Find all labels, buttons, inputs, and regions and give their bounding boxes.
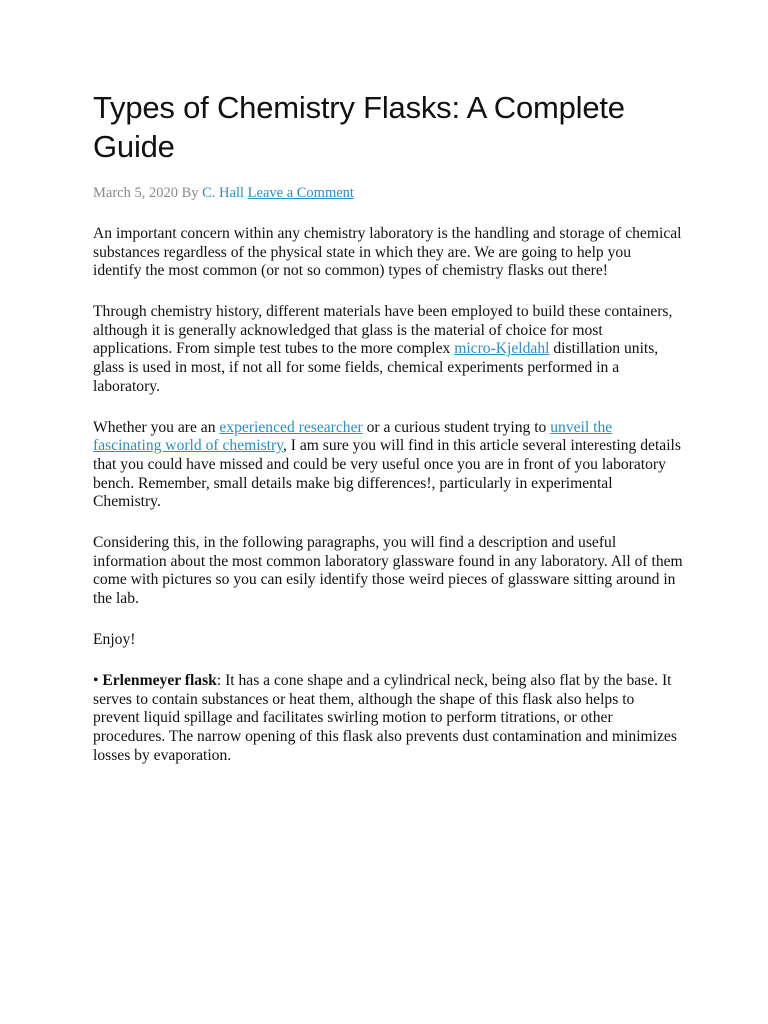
- article-body: [93, 225, 683, 765]
- unveil-chemistry-link[interactable]: unveil the fascinating world of chemistry: [93, 418, 613, 455]
- list-item-erlenmeyer: [93, 672, 683, 765]
- bullet: •: [93, 672, 103, 690]
- article-title: Types of Chemistry Flasks: A Complete Guide: [93, 90, 625, 164]
- paragraph-history: [93, 303, 683, 396]
- paragraph-intro: An important concern within any chemistry laboratory is the handling and storage of chemical substances regardless of the physical state in which they are. We are going to help you identify the most common (or not so common) types of chemistry flasks out there!: [93, 225, 682, 280]
- paragraph-history-text-1: Through chemistry history, different materials have been employed to build these containers, although it is generally acknowledged that glass is the material of choice for most applications. From simple test tubes to the more complex: [93, 303, 673, 358]
- paragraph-audience-text-1: Whether you are an: [93, 418, 220, 436]
- author-link[interactable]: C. Hall: [202, 185, 245, 201]
- post-date: March 5, 2020: [93, 185, 178, 201]
- paragraph-audience-text-2: or a curious student trying to: [362, 418, 551, 436]
- article-meta: [93, 184, 683, 202]
- experienced-researcher-link[interactable]: experienced researcher: [219, 418, 363, 436]
- micro-kjeldahl-link[interactable]: micro-Kjeldahl: [454, 340, 550, 358]
- paragraph-overview: Considering this, in the following paragraphs, you will find a description and useful information about the most common laboratory glassware found in any laboratory. All of them come with pictures so you can esily identify those weird pieces of glassware sitting around in the lab.: [93, 534, 683, 607]
- paragraph-audience: [93, 419, 683, 512]
- erlenmeyer-term: Erlenmeyer flask: [102, 672, 217, 690]
- leave-comment-link[interactable]: Leave a Comment: [247, 185, 354, 201]
- paragraph-history-text-2: distillation units, glass is used in most, if not all for some fields, chemical experiments performed in a laboratory.: [93, 340, 659, 395]
- paragraph-enjoy: Enjoy!: [93, 631, 136, 649]
- article: [93, 88, 683, 788]
- erlenmeyer-description: : It has a cone shape and a cylindrical neck, being also flat by the base. It serves to contain substances or heat them, although the shape of this flask also helps to prevent liquid spillage and facilitates swirling motion to perform titrations, or other procedures. The narrow opening of this flask also prevents dust contamination and minimizes losses by evaporation.: [93, 672, 677, 764]
- by-label: By: [181, 185, 199, 201]
- paragraph-audience-text-3: , I am sure you will find in this article several interesting details that you could have missed and could be very useful once you are in front of you laboratory bench. Remember, small details make big differences!, particularly in experimental Chemistry.: [93, 437, 681, 511]
